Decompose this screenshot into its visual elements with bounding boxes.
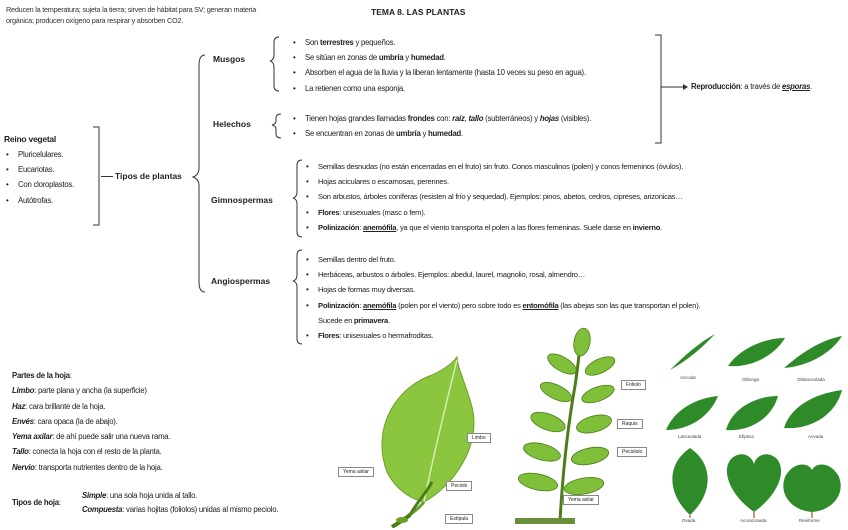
shape-label: Lanceolada <box>678 434 702 439</box>
label-peciolulo: Peciolulo <box>617 447 647 457</box>
angiospermas-title: Angiospermas <box>211 276 271 286</box>
partes-row: Limbo: parte plana y ancha (la superficie) <box>12 386 147 396</box>
tipos-connector <box>101 176 113 177</box>
label-yema-axilar: Yema axilar <box>338 467 374 477</box>
tipos-hoja-title: Tipos de hoja: <box>12 498 61 507</box>
label-estipula: Estípula <box>445 514 473 524</box>
musgos-item: • Son terrestres y pequeños. <box>291 35 586 50</box>
tipos-plantas-label: Tipos de plantas <box>115 171 182 181</box>
shape-label: Acicular <box>680 375 697 380</box>
shape-label: Aovada <box>808 434 824 439</box>
label-limbo: Limbo <box>467 433 491 443</box>
angiospermas-item: • Hojas de formas muy diversas. <box>304 282 700 297</box>
helechos-list <box>291 111 591 141</box>
helechos-item: • Se encuentran en zonas de umbría y humedad. <box>291 126 591 141</box>
partes-hoja <box>12 368 170 475</box>
reino-item: • Autótrofas. <box>4 193 74 208</box>
reino-title: Reino vegetal <box>4 134 57 144</box>
reino-item: • Eucariotas. <box>4 162 74 177</box>
label-yema-axilar-2: Yema axilar <box>563 495 599 505</box>
tipos-hoja-compuesta: Compuesta: varias hojitas (foliolos) unidas al mismo peciolo. <box>82 505 279 514</box>
partes-row: Yema axilar: de ahí puede salir una nueva rama. <box>12 432 171 442</box>
top-note-line-1: Reducen la temperatura; sujeta la tierra; sirven de hábitat para SV; generan materia <box>6 5 257 14</box>
gimnospermas-item: • Hojas aciculares o escamosas, perennes. <box>304 174 683 189</box>
helechos-title: Helechos <box>213 119 251 129</box>
shape-label: Ovada <box>682 518 696 523</box>
angiospermas-item-cont: Sucede en primavera. <box>318 315 390 325</box>
shape-label: Oblonga <box>742 377 760 382</box>
gimnospermas-item: • Semillas desnudas (no están encerradas en el fruto) sin fruto. Conos masculinos (polen) y conos femeninos (óvulos). <box>304 159 683 174</box>
angiospermas-item: • Polinización: anemófila (polen por el viento) pero sobre todo es entomófila (las abejas son las que transportan el polen). <box>304 298 700 313</box>
musgos-item: • Se sitúan en zonas de umbría y humedad. <box>291 50 586 65</box>
top-note-line-2: orgánica; producen oxígeno para respirar y absorben CO2. <box>6 16 184 25</box>
leaf-shape-eliptica <box>726 396 778 430</box>
gimnospermas-title: Gimnospermas <box>211 195 273 205</box>
musgos-title: Musgos <box>213 54 246 64</box>
shape-label: Oblanceolada <box>797 377 825 382</box>
label-peciolo: Peciolo <box>446 481 472 491</box>
label-foliolo: Foliolo <box>621 380 646 390</box>
tipos-hoja-simple: Simple: una sola hoja unida al tallo. <box>82 491 198 500</box>
reino-item: • Pluricelulares. <box>4 147 74 162</box>
shape-label: Reniforme <box>799 518 820 523</box>
gimnospermas-item: • Flores: unisexuales (masc o fem). <box>304 205 683 220</box>
musgos-list <box>291 35 586 96</box>
leaf-shape-oblonga <box>728 338 785 366</box>
partes-title: Partes de la hoja: <box>12 371 72 380</box>
partes-row: Haz: cara brillante de la hoja. <box>12 401 106 411</box>
leaf-shape-lanceolada <box>666 396 718 430</box>
helechos-item: • Tienen hojas grandes llamadas frondes con: raíz, tallo (subterráneos) y hojas (visibles). <box>291 111 591 126</box>
leaf-shapes-grid <box>660 330 846 528</box>
shape-label: Acorazonada <box>740 518 767 523</box>
shape-label: Elíptica <box>739 434 754 439</box>
leaf-shape-oblanceolada <box>784 336 842 368</box>
leaf-shape-reniforme <box>783 465 840 512</box>
leaf-shape-ovada <box>672 448 707 515</box>
angiospermas-item: • Semillas dentro del fruto. <box>304 252 700 267</box>
leaf-shape-acicular <box>670 334 715 370</box>
page-title: TEMA 8. LAS PLANTAS <box>371 7 466 17</box>
angiospermas-item: • Flores: unisexuales o hermafroditas. <box>304 328 700 343</box>
musgos-item: • Absorben el agua de la lluvia y la liberan lentamente (hasta 10 veces su peso en agua). <box>291 65 586 80</box>
leaf-shape-acorazonada <box>727 454 781 512</box>
partes-row: Tallo: conecta la hoja con el resto de la planta. <box>12 447 162 457</box>
partes-row: Nervio: transporta nutrientes dentro de la hoja. <box>12 462 163 472</box>
musgos-item: • La retienen como una esponja. <box>291 81 586 96</box>
reino-item: • Con cloroplastos. <box>4 177 74 192</box>
label-raquis: Raquis <box>617 419 643 429</box>
reproduccion-note: Reproducción: a través de esporas. <box>691 82 813 91</box>
partes-row: Envés: cara opaca (la de abajo). <box>12 416 118 426</box>
gimnospermas-item: • Polinización: anemófila, ya que el viento transporta el polen a las flores femeninas. Suele darse en invierno. <box>304 220 683 235</box>
gimnospermas-item: • Son arbustos, árboles coníferas (resisten al frío y sequedad). Ejemplos: pinos, abetos, cedros, cipreses, arizonicas… <box>304 189 683 204</box>
leaf-shape-aovada <box>784 390 842 428</box>
angiospermas-item: • Herbáceas, arbustos o árboles. Ejemplos: abedul, laurel, magnolio, rosal, almendro… <box>304 267 700 282</box>
gimnospermas-list <box>304 159 683 235</box>
